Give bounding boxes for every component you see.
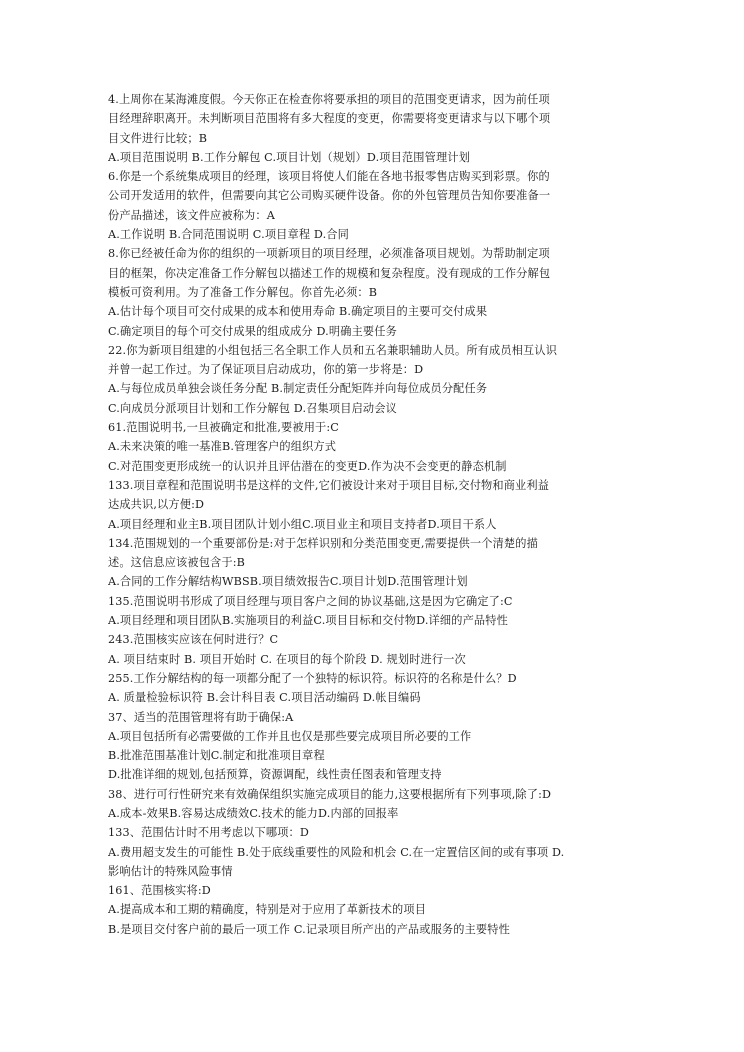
text-line: A.成本-效果B.容易达成绩效C.技术的能力D.内部的回报率: [108, 806, 399, 820]
text-line: A.合同的工作分解结构WBSB.项目绩效报告C.项目计划D.范围管理计划: [108, 575, 468, 589]
text-line: A.与每位成员单独会谈任务分配 B.制定责任分配矩阵并向每位成员分配任务: [108, 382, 488, 396]
text-line: 38、进行可行性研究来有效确保组织实施完成项目的能力,这要根据所有下列事项,除了:D: [108, 787, 552, 801]
text-line: 135.范围说明书形成了项目经理与项目客户之间的协议基础,这是因为它确定了:C: [108, 594, 513, 608]
text-line: 255.工作分解结构的每一项都分配了一个独特的标识符。标识符的名称是什么？D: [108, 671, 517, 685]
text-line: C.对范围变更形成统一的认识并且评估潜在的变更D.作为决不会变更的静态机制: [108, 459, 507, 473]
text-line: 公司开发适用的软件，但需要向其它公司购买硬件设备。你的外包管理员告知你要准备一: [108, 189, 551, 203]
text-line: 243.范围核实应该在何时进行？C: [108, 633, 279, 647]
text-line: C.向成员分派项目计划和工作分解包 D.召集项目启动会议: [108, 401, 397, 415]
text-line: A.估计每个项目可交付成果的成本和使用寿命 B.确定项目的主要可交付成果: [108, 305, 488, 319]
text-line: A. 质量检验标识符 B.会计科目表 C.项目活动编码 D.帐目编码: [108, 691, 421, 705]
text-line: 133.项目章程和范围说明书是这样的文件,它们被设计来对于项目目标,交付物和商业利益: [108, 478, 550, 492]
text-line: B.批准范围基准计划C.制定和批准项目章程: [108, 749, 325, 763]
text-line: 6.你是一个系统集成项目的经理，该项目将使人们能在各地书报零售店购买到彩票。你的: [108, 170, 550, 184]
text-line: A.项目范围说明 B.工作分解包 C.项目计划（规划）D.项目范围管理计划: [108, 150, 470, 164]
text-line: D.批准详细的规划,包括预算，资源调配，线性责任图表和管理支持: [108, 768, 442, 782]
text-line: 161、范围核实将:D: [108, 884, 211, 898]
text-line: 份产品描述，该文件应被称为：A: [108, 208, 275, 222]
text-line: A.费用超支发生的可能性 B.处于底线重要性的风险和机会 C.在一定置信区间的或有事项 D.: [108, 845, 565, 859]
text-line: A. 项目结束时 B. 项目开始时 C. 在项目的每个阶段 D. 规划时进行一次: [108, 652, 466, 666]
text-line: 目的框架，你决定准备工作分解包以描述工作的规模和复杂程度。没有现成的工作分解包: [108, 266, 551, 280]
text-line: 37、适当的范围管理将有助于确保:A: [108, 710, 294, 724]
text-line: 目经理辞职离开。未判断项目范围将有多大程度的变更，你需要将变更请求与以下哪个项: [108, 112, 551, 126]
text-line: A.项目经理和项目团队B.实施项目的利益C.项目目标和交付物D.详细的产品特性: [108, 614, 508, 628]
text-line: A.未来决策的唯一基准B.管理客户的组织方式: [108, 440, 337, 454]
text-line: 134.范围规划的一个重要部份是:对于怎样识别和分类范围变更,需要提供一个清楚的描: [108, 536, 538, 550]
document-body: [108, 90, 636, 939]
text-line: 模板可资利用。为了准备工作分解包。你首先必须：B: [108, 285, 378, 299]
text-line: A.项目包括所有必需要做的工作并且也仅是那些要完成项目所必要的工作: [108, 729, 472, 743]
text-line: 述。这信息应该被包含于:B: [108, 556, 246, 570]
text-line: 22.你为新项目组建的小组包括三名全职工作人员和五名兼职辅助人员。所有成员相互认识: [108, 343, 558, 357]
text-line: 目文件进行比较；B: [108, 131, 208, 145]
text-line: 61.范围说明书,一旦被确定和批准,要被用于:C: [108, 421, 340, 435]
text-line: B.是项目交付客户前的最后一项工作 C.记录项目所产出的产品或服务的主要特性: [108, 922, 510, 936]
text-line: C.确定项目的每个可交付成果的组成成分 D.明确主要任务: [108, 324, 397, 338]
text-line: 并曾一起工作过。为了保证项目启动成功，你的第一步将是：D: [108, 363, 424, 377]
text-line: 达成共识,以方便:D: [108, 498, 205, 512]
text-line: A.提高成本和工期的精确度，特别是对于应用了革新技术的项目: [108, 903, 427, 917]
text-line: A.项目经理和业主B.项目团队计划小组C.项目业主和项目支持者D.项目干系人: [108, 517, 497, 531]
text-line: 8.你已经被任命为你的组织的一项新项目的项目经理，必须准备项目规划。为帮助制定项: [108, 247, 550, 261]
text-line: A.工作说明 B.合同范围说明 C.项目章程 D.合同: [108, 228, 349, 242]
text-line: 133、范围估计时不用考虑以下哪项：D: [108, 826, 309, 840]
text-line: 影响估计的特殊风险事情: [108, 864, 233, 878]
text-line: 4.上周你在某海滩度假。今天你正在检查你将要承担的项目的范围变更请求，因为前任项: [108, 93, 550, 106]
